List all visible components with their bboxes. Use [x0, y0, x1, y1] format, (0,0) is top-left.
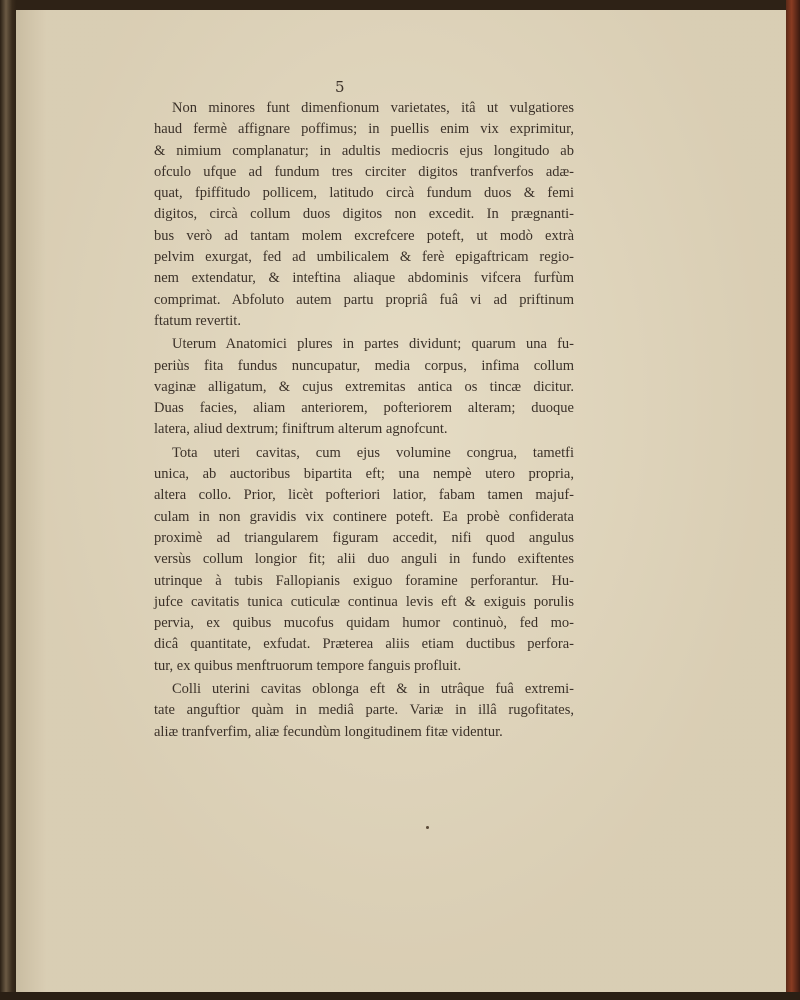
body-text	[154, 98, 574, 745]
text-line: & nimium complanatur; in adultis mediocris ejus longitudo ab	[154, 142, 574, 159]
paragraph	[154, 679, 574, 743]
book-cover-edge	[786, 0, 800, 1000]
text-line: Colli uterini cavitas oblonga eft & in utrâque fuâ extremi-	[172, 681, 574, 698]
paragraph	[154, 443, 574, 677]
text-line: altera collo. Prior, licèt pofteriori latior, fabam tamen majuf-	[154, 487, 574, 504]
text-line: vaginæ alligatum, & cujus extremitas antica os tincæ dicitur.	[154, 378, 574, 395]
text-line: unica, ab auctoribus bipartita eft; una nempè utero propria,	[154, 466, 574, 483]
text-line: proximè ad triangularem figuram accedit, nifi quod angulus	[154, 529, 574, 546]
text-line: Uterum Anatomici plures in partes dividunt; quarum una fu-	[172, 336, 574, 353]
text-line: culam in non gravidis vix continere poteft. Ea probè confiderata	[154, 508, 574, 525]
text-line: versùs collum longior fit; alii duo anguli in fundo exiftentes	[154, 551, 574, 568]
text-line: latera, aliud dextrum; finiftrum alterum agnofcunt.	[154, 421, 448, 438]
text-line: digitos, circà collum duos digitos non excedit. In prægnanti-	[154, 206, 574, 223]
text-line: utrinque à tubis Fallopianis exiguo foramine perforantur. Hu-	[154, 572, 574, 589]
text-line: nem extendatur, & inteftina aliaque abdominis vifcera furfùm	[154, 270, 574, 287]
text-line: pelvim exurgat, fed ad umbilicalem & ferè epigaftricam regio-	[154, 249, 574, 266]
text-line: quat, fpiffitudo pollicem, latitudo circà fundum duos & femi	[154, 185, 574, 202]
text-line: jufce cavitatis tunica cuticulæ continua levis eft & exiguis porulis	[154, 593, 574, 610]
text-line: ftatum revertit.	[154, 312, 241, 329]
paragraph	[154, 98, 574, 332]
text-line: pervia, ex quibus mucofus quidam humor continuò, fed mo-	[154, 615, 574, 632]
book-bottom-edge	[0, 992, 800, 1000]
text-line: tur, ex quibus menftruorum tempore fanguis profluit.	[154, 657, 462, 674]
text-line: dicâ quantitate, exfudat. Præterea aliis etiam ductibus perfora-	[154, 636, 574, 653]
text-line: Duas facies, aliam anteriorem, pofteriorem alteram; duoque	[154, 400, 574, 417]
text-line: comprimat. Abfoluto autem partu propriâ fuâ vi ad priftinum	[154, 291, 574, 308]
text-line: Tota uteri cavitas, cum ejus volumine congrua, tametfi	[172, 444, 574, 461]
text-line: periùs fita fundus nuncupatur, media corpus, infima collum	[154, 357, 574, 374]
text-line: aliæ tranfverfim, aliæ fecundùm longitudinem fitæ videntur.	[154, 723, 503, 740]
text-line: ofculo ufque ad fundum tres circiter digitos tranfverfos adæ-	[154, 163, 574, 180]
text-line: tate anguftior quàm in mediâ parte. Variæ in illâ rugofitates,	[154, 702, 574, 719]
text-line: Non minores funt dimenfionum varietates, itâ ut vulgatiores	[172, 100, 574, 116]
page-number: 5	[335, 78, 345, 96]
text-line: bus verò ad tantam molem excrefcere poteft, ut modò extrà	[154, 227, 574, 244]
text-line: haud fermè affignare poffimus; in puellis enim vix exprimitur,	[154, 121, 574, 138]
ink-speck	[426, 826, 429, 829]
paragraph	[154, 334, 574, 440]
